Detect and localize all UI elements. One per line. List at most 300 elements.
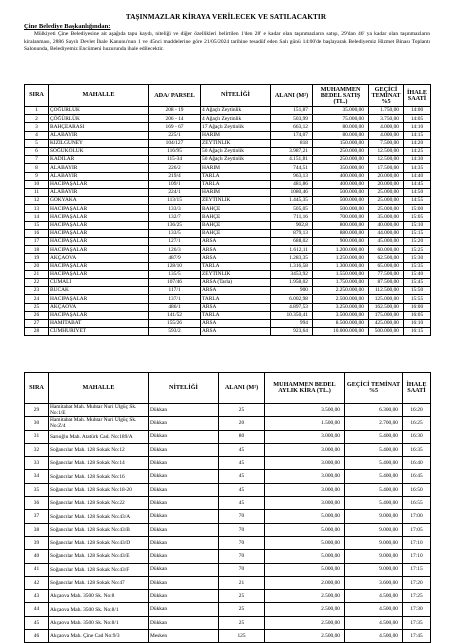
- table-cell: 15:40: [404, 270, 431, 278]
- table-cell: 17: [25, 238, 49, 246]
- table-cell: 125: [219, 630, 265, 643]
- table-cell: BAHÇE: [201, 229, 271, 237]
- table-cell: 500.000,00: [313, 197, 369, 205]
- table-cell: 135/5: [149, 270, 201, 278]
- table-row: [25, 536, 431, 549]
- table-cell: 5.400,00: [345, 483, 403, 496]
- table-cell: 34: [25, 470, 49, 483]
- table-cell: 107/46: [149, 278, 201, 286]
- table-cell: 8.500.000,00: [313, 319, 369, 327]
- table-cell: 4.897,53: [271, 303, 313, 311]
- table-cell: 14:25: [404, 147, 431, 155]
- table-cell: Dükkan: [149, 497, 219, 510]
- header-cell: MUHAMMEN BEDEL SATIŞ (TL.): [313, 85, 369, 107]
- table-cell: Akçaova Mah. 3500 Sk. No:8/1: [49, 603, 149, 616]
- table-cell: 400.000,00: [313, 180, 369, 188]
- table-cell: 2.500.000,00: [313, 295, 369, 303]
- table-cell: 4.500,00: [345, 630, 403, 643]
- table-cell: 3.000,00: [265, 470, 345, 483]
- table-cell: 36: [25, 497, 49, 510]
- table-cell: 15:00: [404, 205, 431, 213]
- table-row: [25, 457, 431, 470]
- table-cell: 3.500,00: [265, 404, 345, 417]
- table-cell: 900: [271, 287, 313, 295]
- table-cell: 14:30: [404, 156, 431, 164]
- table-cell: 14:20: [404, 139, 431, 147]
- table-cell: 128/10: [149, 262, 201, 270]
- table-cell: 1.445,35: [271, 197, 313, 205]
- table-cell: 16:15: [404, 328, 431, 336]
- table-cell: ARSA (Tarla): [201, 278, 271, 286]
- table-cell: 40: [25, 550, 49, 563]
- table-row: [25, 147, 431, 155]
- table-cell: HACIPAŞALAR: [49, 270, 149, 278]
- table-cell: 45: [219, 497, 265, 510]
- table-cell: 17:45: [403, 630, 431, 643]
- table-cell: 994: [271, 319, 313, 327]
- table-cell: 7.500,00: [369, 139, 404, 147]
- table-cell: 117/1: [149, 287, 201, 295]
- table-cell: 744,51: [271, 164, 313, 172]
- table-cell: 5.400,00: [345, 457, 403, 470]
- table-cell: 2.500,00: [265, 616, 345, 629]
- table-cell: 350.000,00: [313, 164, 369, 172]
- table-row: [25, 262, 431, 270]
- table-cell: 70: [219, 550, 265, 563]
- table-cell: 14:45: [404, 180, 431, 188]
- header-cell: SIRA: [25, 85, 49, 107]
- table-cell: 12.500,00: [369, 147, 404, 155]
- table-cell: 17:10: [403, 550, 431, 563]
- table-cell: 155/26: [149, 319, 201, 327]
- table-row: [25, 229, 431, 237]
- table-cell: 14: [25, 213, 49, 221]
- table-cell: 104/127: [149, 139, 201, 147]
- table-cell: BUCAK: [49, 287, 149, 295]
- table-cell: 6: [25, 147, 49, 155]
- table-cell: TARLA: [201, 180, 271, 188]
- table-cell: 35.000,00: [313, 107, 369, 115]
- table-cell: 17:05: [403, 523, 431, 536]
- table-cell: 16:20: [403, 404, 431, 417]
- table-cell: 16:55: [403, 497, 431, 510]
- table-cell: Mesken: [149, 630, 219, 643]
- table-row: [25, 254, 431, 262]
- table-cell: KADILAR: [49, 156, 149, 164]
- table-cell: 14:10: [404, 123, 431, 131]
- table-cell: Dükkan: [149, 417, 219, 430]
- table-cell: 3.987,21: [271, 147, 313, 155]
- header-cell: ALANI (M²): [219, 373, 265, 404]
- table-cell: 15:15: [404, 229, 431, 237]
- table-cell: 500.000,00: [313, 188, 369, 196]
- table-cell: 3453,92: [271, 270, 313, 278]
- table-cell: 224/1: [149, 188, 201, 196]
- table-cell: 19: [25, 254, 49, 262]
- table-cell: 17 Ağaçlı Zeytinlik: [201, 123, 271, 131]
- table-cell: 4.500,00: [345, 590, 403, 603]
- table-cell: 17:15: [403, 563, 431, 576]
- table-cell: Soğancılar Mah. 128 Sokak No:12: [49, 443, 149, 456]
- table-cell: Dükkan: [149, 603, 219, 616]
- table-cell: 25: [219, 616, 265, 629]
- table-cell: 77.500,00: [369, 270, 404, 278]
- table-row: [25, 180, 431, 188]
- table-cell: HARIM: [201, 131, 271, 139]
- table-row: [25, 563, 431, 576]
- table-cell: 4 Ağaçlı Zeytinlik: [201, 115, 271, 123]
- table-row: [25, 417, 431, 430]
- table-row: [25, 270, 431, 278]
- table-cell: HACIPAŞALAR: [49, 213, 149, 221]
- table-cell: 62.500,00: [369, 254, 404, 262]
- table-cell: 1.500,00: [265, 417, 345, 430]
- table-cell: 9.000,00: [345, 510, 403, 523]
- table-cell: 688,02: [271, 238, 313, 246]
- table-cell: 20.000,00: [369, 180, 404, 188]
- table-cell: 80: [219, 430, 265, 443]
- table-cell: 141/52: [149, 311, 201, 319]
- table-row: [25, 497, 431, 510]
- table-cell: 42: [25, 576, 49, 589]
- table-cell: GÖKYAKA: [49, 197, 149, 205]
- header-cell: GEÇİCİ TEMİNAT %5: [345, 373, 403, 404]
- table-cell: BAHÇE: [201, 213, 271, 221]
- table-cell: 12.500,00: [369, 156, 404, 164]
- table-cell: 3.500.000,00: [313, 311, 369, 319]
- table-cell: 2.500,00: [265, 590, 345, 603]
- table-cell: 208 - 19: [149, 107, 201, 115]
- table-row: [25, 523, 431, 536]
- intro-paragraph: Mülkiyeti Çine Belediyesine ait aşağıda tapu kaydı, niteliği ve diğer özellikleri belirtilen 1'den 28' e kadar olan taşınmazların satışı, 29'dan 46' ya kadar olan taşınmazların kiralanması, 2886 Sayılı Devlet İhale Kanunu'nun 1 ve 45nci maddelerine göre 21/05/2024 tarihine tesadüf eden Salı günü 14:00'de başlayarak Belediyemiz Hizmet Binası Toplantı Salonunda, Belediyemiz Encümeni huzurunda ihale edilecektir.: [24, 31, 430, 53]
- table-cell: 663,12: [271, 123, 313, 131]
- table-cell: 44: [25, 603, 49, 616]
- table-cell: 25.000,00: [369, 188, 404, 196]
- table-cell: 35: [25, 483, 49, 496]
- table-cell: Dükkan: [149, 523, 219, 536]
- table-cell: 902,8: [271, 221, 313, 229]
- table-cell: 23: [25, 287, 49, 295]
- header-cell: ADA/ PARSEL: [149, 85, 201, 107]
- table-cell: 9.000,00: [345, 563, 403, 576]
- table-cell: 20: [219, 417, 265, 430]
- table-cell: 174,07: [271, 131, 313, 139]
- table-cell: ARSA: [201, 319, 271, 327]
- table-row: [25, 319, 431, 327]
- table-row: [25, 164, 431, 172]
- table-cell: 10.350,41: [271, 311, 313, 319]
- table-cell: 3.000,00: [265, 483, 345, 496]
- table-cell: 3.250.000,00: [313, 303, 369, 311]
- table-cell: 15:35: [404, 262, 431, 270]
- table-row: [25, 213, 431, 221]
- header-cell: İHALE SAATİ: [404, 85, 431, 107]
- table-cell: 5.400,00: [345, 497, 403, 510]
- table-cell: 50 Ağaçlı Zeytinlik: [201, 147, 271, 155]
- table-cell: 80.000,00: [313, 123, 369, 131]
- table-cell: 162.500,00: [369, 303, 404, 311]
- table-row: [25, 115, 431, 123]
- table-cell: 46: [25, 630, 49, 643]
- table-cell: 225/1: [149, 131, 201, 139]
- table-cell: Dükkan: [149, 430, 219, 443]
- table-cell: 14:05: [404, 115, 431, 123]
- table-row: [25, 430, 431, 443]
- table-cell: 70: [219, 536, 265, 549]
- table-cell: 32: [25, 443, 49, 456]
- table-cell: Dükkan: [149, 550, 219, 563]
- table-cell: 1.750.000,00: [313, 278, 369, 286]
- table-cell: 16:35: [403, 443, 431, 456]
- table-cell: 70: [219, 510, 265, 523]
- table-cell: Dükkan: [149, 563, 219, 576]
- rental-table-header: [25, 373, 431, 404]
- table-cell: 70: [219, 523, 265, 536]
- table-cell: Dükkan: [149, 536, 219, 549]
- table-row: [25, 221, 431, 229]
- table-cell: 879,13: [271, 229, 313, 237]
- table-row: [25, 238, 431, 246]
- table-cell: HACIPAŞALAR: [49, 221, 149, 229]
- table-cell: HACIPAŞALAR: [49, 295, 149, 303]
- table-cell: HACIPAŞALAR: [49, 262, 149, 270]
- header-cell: NİTELİĞİ: [149, 373, 219, 404]
- table-cell: Akçaova Mah. Çine Cad No:9/3: [49, 630, 149, 643]
- table-cell: 40.000,00: [369, 221, 404, 229]
- table-cell: 112.500,00: [369, 287, 404, 295]
- table-cell: 15:25: [404, 246, 431, 254]
- table-cell: 2.500,00: [265, 603, 345, 616]
- table-cell: BAHÇE: [201, 205, 271, 213]
- table-cell: 16:00: [404, 303, 431, 311]
- table-cell: 20.000,00: [369, 172, 404, 180]
- table-cell: 133/3: [149, 205, 201, 213]
- table-row: [25, 616, 431, 629]
- sale-table: [24, 84, 431, 336]
- table-cell: Dükkan: [149, 510, 219, 523]
- table-cell: 151,87: [271, 107, 313, 115]
- table-cell: 1.200.000,00: [313, 246, 369, 254]
- table-row: [25, 188, 431, 196]
- table-cell: 11: [25, 188, 49, 196]
- table-cell: 26: [25, 311, 49, 319]
- table-cell: 132/7: [149, 213, 201, 221]
- table-cell: 125.000,00: [369, 295, 404, 303]
- table-row: [25, 131, 431, 139]
- table-row: [25, 205, 431, 213]
- table-cell: 41: [25, 563, 49, 576]
- table-cell: 16:45: [403, 470, 431, 483]
- table-cell: 1.300.000,00: [313, 262, 369, 270]
- sale-table-header: [25, 85, 431, 107]
- table-cell: 503,99: [271, 115, 313, 123]
- table-cell: ARSA: [201, 238, 271, 246]
- table-cell: 13: [25, 205, 49, 213]
- table-cell: 923,64: [271, 328, 313, 336]
- table-cell: 18: [25, 246, 49, 254]
- table-cell: 593/2: [149, 328, 201, 336]
- table-cell: 22: [25, 278, 49, 286]
- table-cell: 206 - 14: [149, 115, 201, 123]
- table-cell: 35.000,00: [369, 213, 404, 221]
- table-cell: Soğancılar Mah. 128 Sokak No:47: [49, 576, 149, 589]
- table-cell: Dükkan: [149, 590, 219, 603]
- table-cell: ZEYTİNLİK: [201, 270, 271, 278]
- table-cell: 5.000,00: [265, 550, 345, 563]
- table-cell: Dükkan: [149, 483, 219, 496]
- table-cell: ARSA: [201, 287, 271, 295]
- table-row: [25, 630, 431, 643]
- table-cell: 17:35: [403, 616, 431, 629]
- table-cell: 38: [25, 523, 49, 536]
- table-cell: 25: [219, 404, 265, 417]
- table-row: [25, 123, 431, 131]
- table-cell: 21: [25, 270, 49, 278]
- table-cell: 126/3: [149, 246, 201, 254]
- table-cell: 75.000,00: [313, 115, 369, 123]
- table-cell: 2.500,00: [265, 630, 345, 643]
- table-cell: HAMITABAT: [49, 319, 149, 327]
- table-cell: Akçaova Mah. 3500 Sk. No:8: [49, 590, 149, 603]
- table-cell: 16:25: [403, 417, 431, 430]
- table-cell: 45: [25, 616, 49, 629]
- table-cell: 4: [25, 131, 49, 139]
- table-cell: 20: [25, 262, 49, 270]
- table-cell: 4.500,00: [345, 616, 403, 629]
- table-cell: 14:35: [404, 164, 431, 172]
- table-cell: 3.600,00: [345, 576, 403, 589]
- document-subtitle: Çine Belediye Başkanlığından:: [24, 23, 111, 30]
- table-row: [25, 603, 431, 616]
- document-title: TAŞINMAZLAR KİRAYA VERİLECEK VE SATILACAKTIR: [125, 13, 327, 21]
- table-cell: 219/4: [149, 172, 201, 180]
- table-cell: 15: [25, 221, 49, 229]
- table-cell: 15:05: [404, 213, 431, 221]
- table-cell: AKÇAOVA: [49, 303, 149, 311]
- table-cell: Soğancılar Mah. 128 Sokak No:43/A: [49, 510, 149, 523]
- table-cell: 10: [25, 180, 49, 188]
- table-cell: 169 - 67: [149, 123, 201, 131]
- table-cell: 9.000,00: [345, 523, 403, 536]
- table-cell: 15:20: [404, 238, 431, 246]
- table-cell: 16:10: [404, 319, 431, 327]
- table-cell: 16:30: [403, 430, 431, 443]
- table-cell: 3: [25, 123, 49, 131]
- table-cell: Hamitabat Mah. Muhtar Nuri Ülgüç Sk. No:Z/4: [49, 417, 149, 430]
- table-cell: 25.000,00: [369, 205, 404, 213]
- table-cell: 45: [219, 470, 265, 483]
- table-cell: 3.000,00: [265, 430, 345, 443]
- table-cell: 4.151,81: [271, 156, 313, 164]
- table-cell: 28: [25, 328, 49, 336]
- table-cell: ARSA: [201, 246, 271, 254]
- table-row: [25, 404, 431, 417]
- table-cell: 150.000,00: [313, 139, 369, 147]
- header-cell: MUHAMMEN BEDEL AYLIK KİRA (TL.): [265, 373, 345, 404]
- table-cell: Dükkan: [149, 443, 219, 456]
- table-cell: 27: [25, 319, 49, 327]
- table-cell: 6.300,00: [345, 404, 403, 417]
- table-cell: 8: [25, 164, 49, 172]
- table-cell: 25: [219, 603, 265, 616]
- table-cell: 1.550.000,00: [313, 270, 369, 278]
- table-cell: 21: [219, 576, 265, 589]
- table-cell: AKÇAOVA: [49, 254, 149, 262]
- table-cell: 43: [25, 590, 49, 603]
- table-row: [25, 590, 431, 603]
- table-cell: HACIPAŞALAR: [49, 311, 149, 319]
- table-cell: 5.000,00: [265, 536, 345, 549]
- table-cell: 9.000,00: [345, 550, 403, 563]
- header-cell: ALANI (M²): [271, 85, 313, 107]
- table-cell: 5.400,00: [345, 443, 403, 456]
- table-cell: HACIPAŞALAR: [49, 246, 149, 254]
- table-cell: TARLA: [201, 172, 271, 180]
- header-cell: NİTELİĞİ: [201, 85, 271, 107]
- table-row: [25, 197, 431, 205]
- table-cell: 2.250.000,00: [313, 287, 369, 295]
- header-cell: İHALE SAATİ: [403, 373, 431, 404]
- table-cell: KIZILGÜNEY: [49, 139, 149, 147]
- table-cell: TARLA: [201, 262, 271, 270]
- table-cell: Soğancılar Mah. 128 Sokak No:43/E: [49, 550, 149, 563]
- table-cell: 37: [25, 510, 49, 523]
- table-cell: 1.612,11: [271, 246, 313, 254]
- table-cell: 50 Ağaçlı Zeytinlik: [201, 156, 271, 164]
- table-cell: 16:40: [403, 457, 431, 470]
- table-cell: 500.000,00: [313, 205, 369, 213]
- table-cell: Dükkan: [149, 404, 219, 417]
- table-cell: 700.000,00: [313, 213, 369, 221]
- table-cell: 31: [25, 430, 49, 443]
- table-cell: 15:55: [404, 295, 431, 303]
- table-cell: 14:15: [404, 131, 431, 139]
- table-cell: 800.000,00: [313, 221, 369, 229]
- table-row: [25, 278, 431, 286]
- table-cell: 15:30: [404, 254, 431, 262]
- table-row: [25, 328, 431, 336]
- table-cell: Soğancılar Mah. 128 Sokak No:43/F: [49, 563, 149, 576]
- table-cell: 39: [25, 536, 49, 549]
- table-row: [25, 311, 431, 319]
- table-cell: 4.000,00: [369, 123, 404, 131]
- table-cell: 80.000,00: [313, 131, 369, 139]
- table-cell: 5.000,00: [265, 510, 345, 523]
- table-cell: 1.958,02: [271, 278, 313, 286]
- table-cell: TARLA: [201, 295, 271, 303]
- table-cell: ARSA: [201, 254, 271, 262]
- table-cell: 1: [25, 107, 49, 115]
- table-cell: 29: [25, 404, 49, 417]
- table-cell: 963,13: [271, 172, 313, 180]
- table-cell: Dükkan: [149, 457, 219, 470]
- table-cell: Dükkan: [149, 470, 219, 483]
- table-cell: 2.000,00: [265, 576, 345, 589]
- table-cell: 226/2: [149, 164, 201, 172]
- table-cell: 25: [219, 590, 265, 603]
- table-row: [25, 576, 431, 589]
- table-cell: 15:50: [404, 287, 431, 295]
- table-cell: 3.000,00: [265, 443, 345, 456]
- table-cell: BAHÇEARASI: [49, 123, 149, 131]
- table-cell: 15:10: [404, 221, 431, 229]
- table-row: [25, 246, 431, 254]
- table-cell: 1.316,58: [271, 262, 313, 270]
- table-cell: 481,86: [271, 180, 313, 188]
- table-cell: 14:40: [404, 172, 431, 180]
- table-cell: ALABAYIR: [49, 164, 149, 172]
- table-cell: 486/1: [149, 303, 201, 311]
